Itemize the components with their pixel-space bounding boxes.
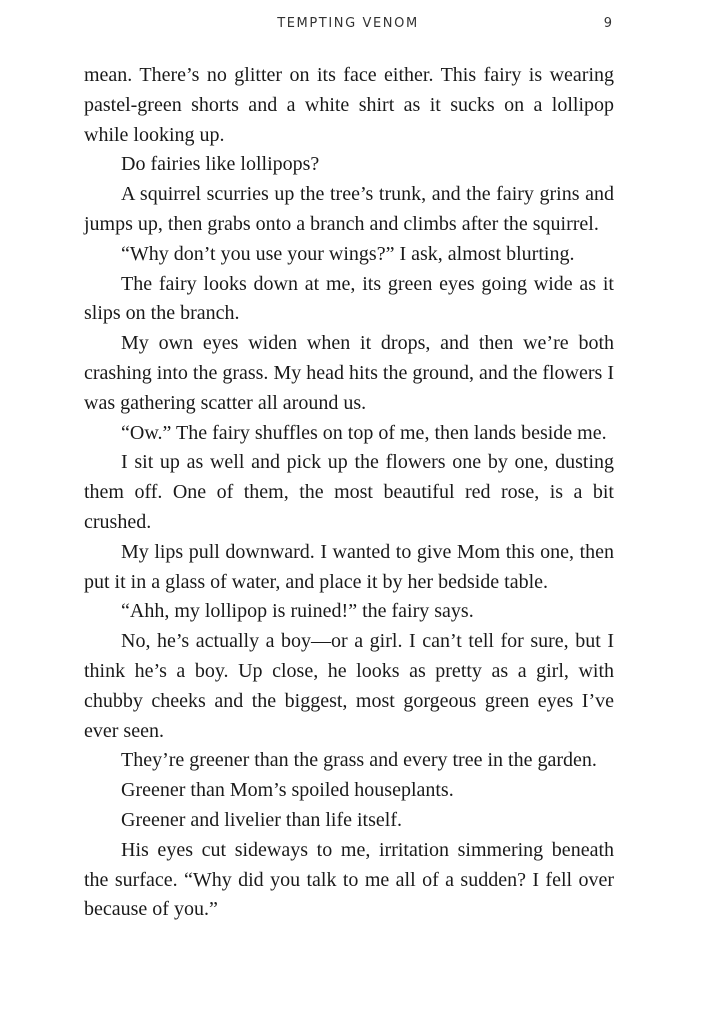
paragraph: Do fairies like lollipops?	[121, 153, 320, 176]
running-head	[0, 14, 726, 36]
paragraph: My lips pull downward. I wanted to give Mom this one, then put it in a glass of water, and place it by her bedside table.	[84, 540, 614, 593]
paragraph: “Why don’t you use your wings?” I ask, almost blurting.	[121, 242, 575, 265]
paragraph: I sit up as well and pick up the flowers one by one, dusting them off. One of them, the most beautiful red rose, is a bit crushed.	[84, 451, 614, 533]
page-number: 9	[603, 16, 612, 31]
paragraph: The fairy looks down at me, its green eyes going wide as it slips on the branch.	[84, 272, 614, 325]
paragraph: A squirrel scurries up the tree’s trunk, and the fairy grins and jumps up, then grabs onto a branch and climbs after the squirrel.	[84, 183, 614, 235]
paragraph: mean. There’s no glitter on its face either. This fairy is wearing pastel-green shorts and a white shirt as it sucks on a lollipop while looking up.	[84, 64, 614, 146]
paragraph: “Ahh, my lollipop is ruined!” the fairy says.	[121, 600, 474, 623]
paragraph: No, he’s actually a boy—or a girl. I can’t tell for sure, but I think he’s a boy. Up close, he looks as pretty as a girl, with chubby cheeks and the biggest, most gorgeous green eyes I’ve ever seen.	[84, 630, 614, 742]
body-text	[84, 61, 614, 925]
running-title: TEMPTING VENOM	[277, 16, 419, 31]
paragraph: My own eyes widen when it drops, and then we’re both crashing into the grass. My head hits the ground, and the flowers I was gathering scatter all around us.	[84, 332, 614, 414]
paragraph: They’re greener than the grass and every tree in the garden.	[121, 749, 597, 772]
paragraph: Greener and livelier than life itself.	[121, 808, 402, 831]
paragraph: His eyes cut sideways to me, irritation simmering beneath the surface. “Why did you talk to me all of a sudden? I fell over because of you.”	[84, 838, 614, 921]
paragraph: Greener than Mom’s spoiled houseplants.	[121, 779, 454, 802]
paragraph: “Ow.” The fairy shuffles on top of me, then lands beside me.	[121, 421, 607, 444]
